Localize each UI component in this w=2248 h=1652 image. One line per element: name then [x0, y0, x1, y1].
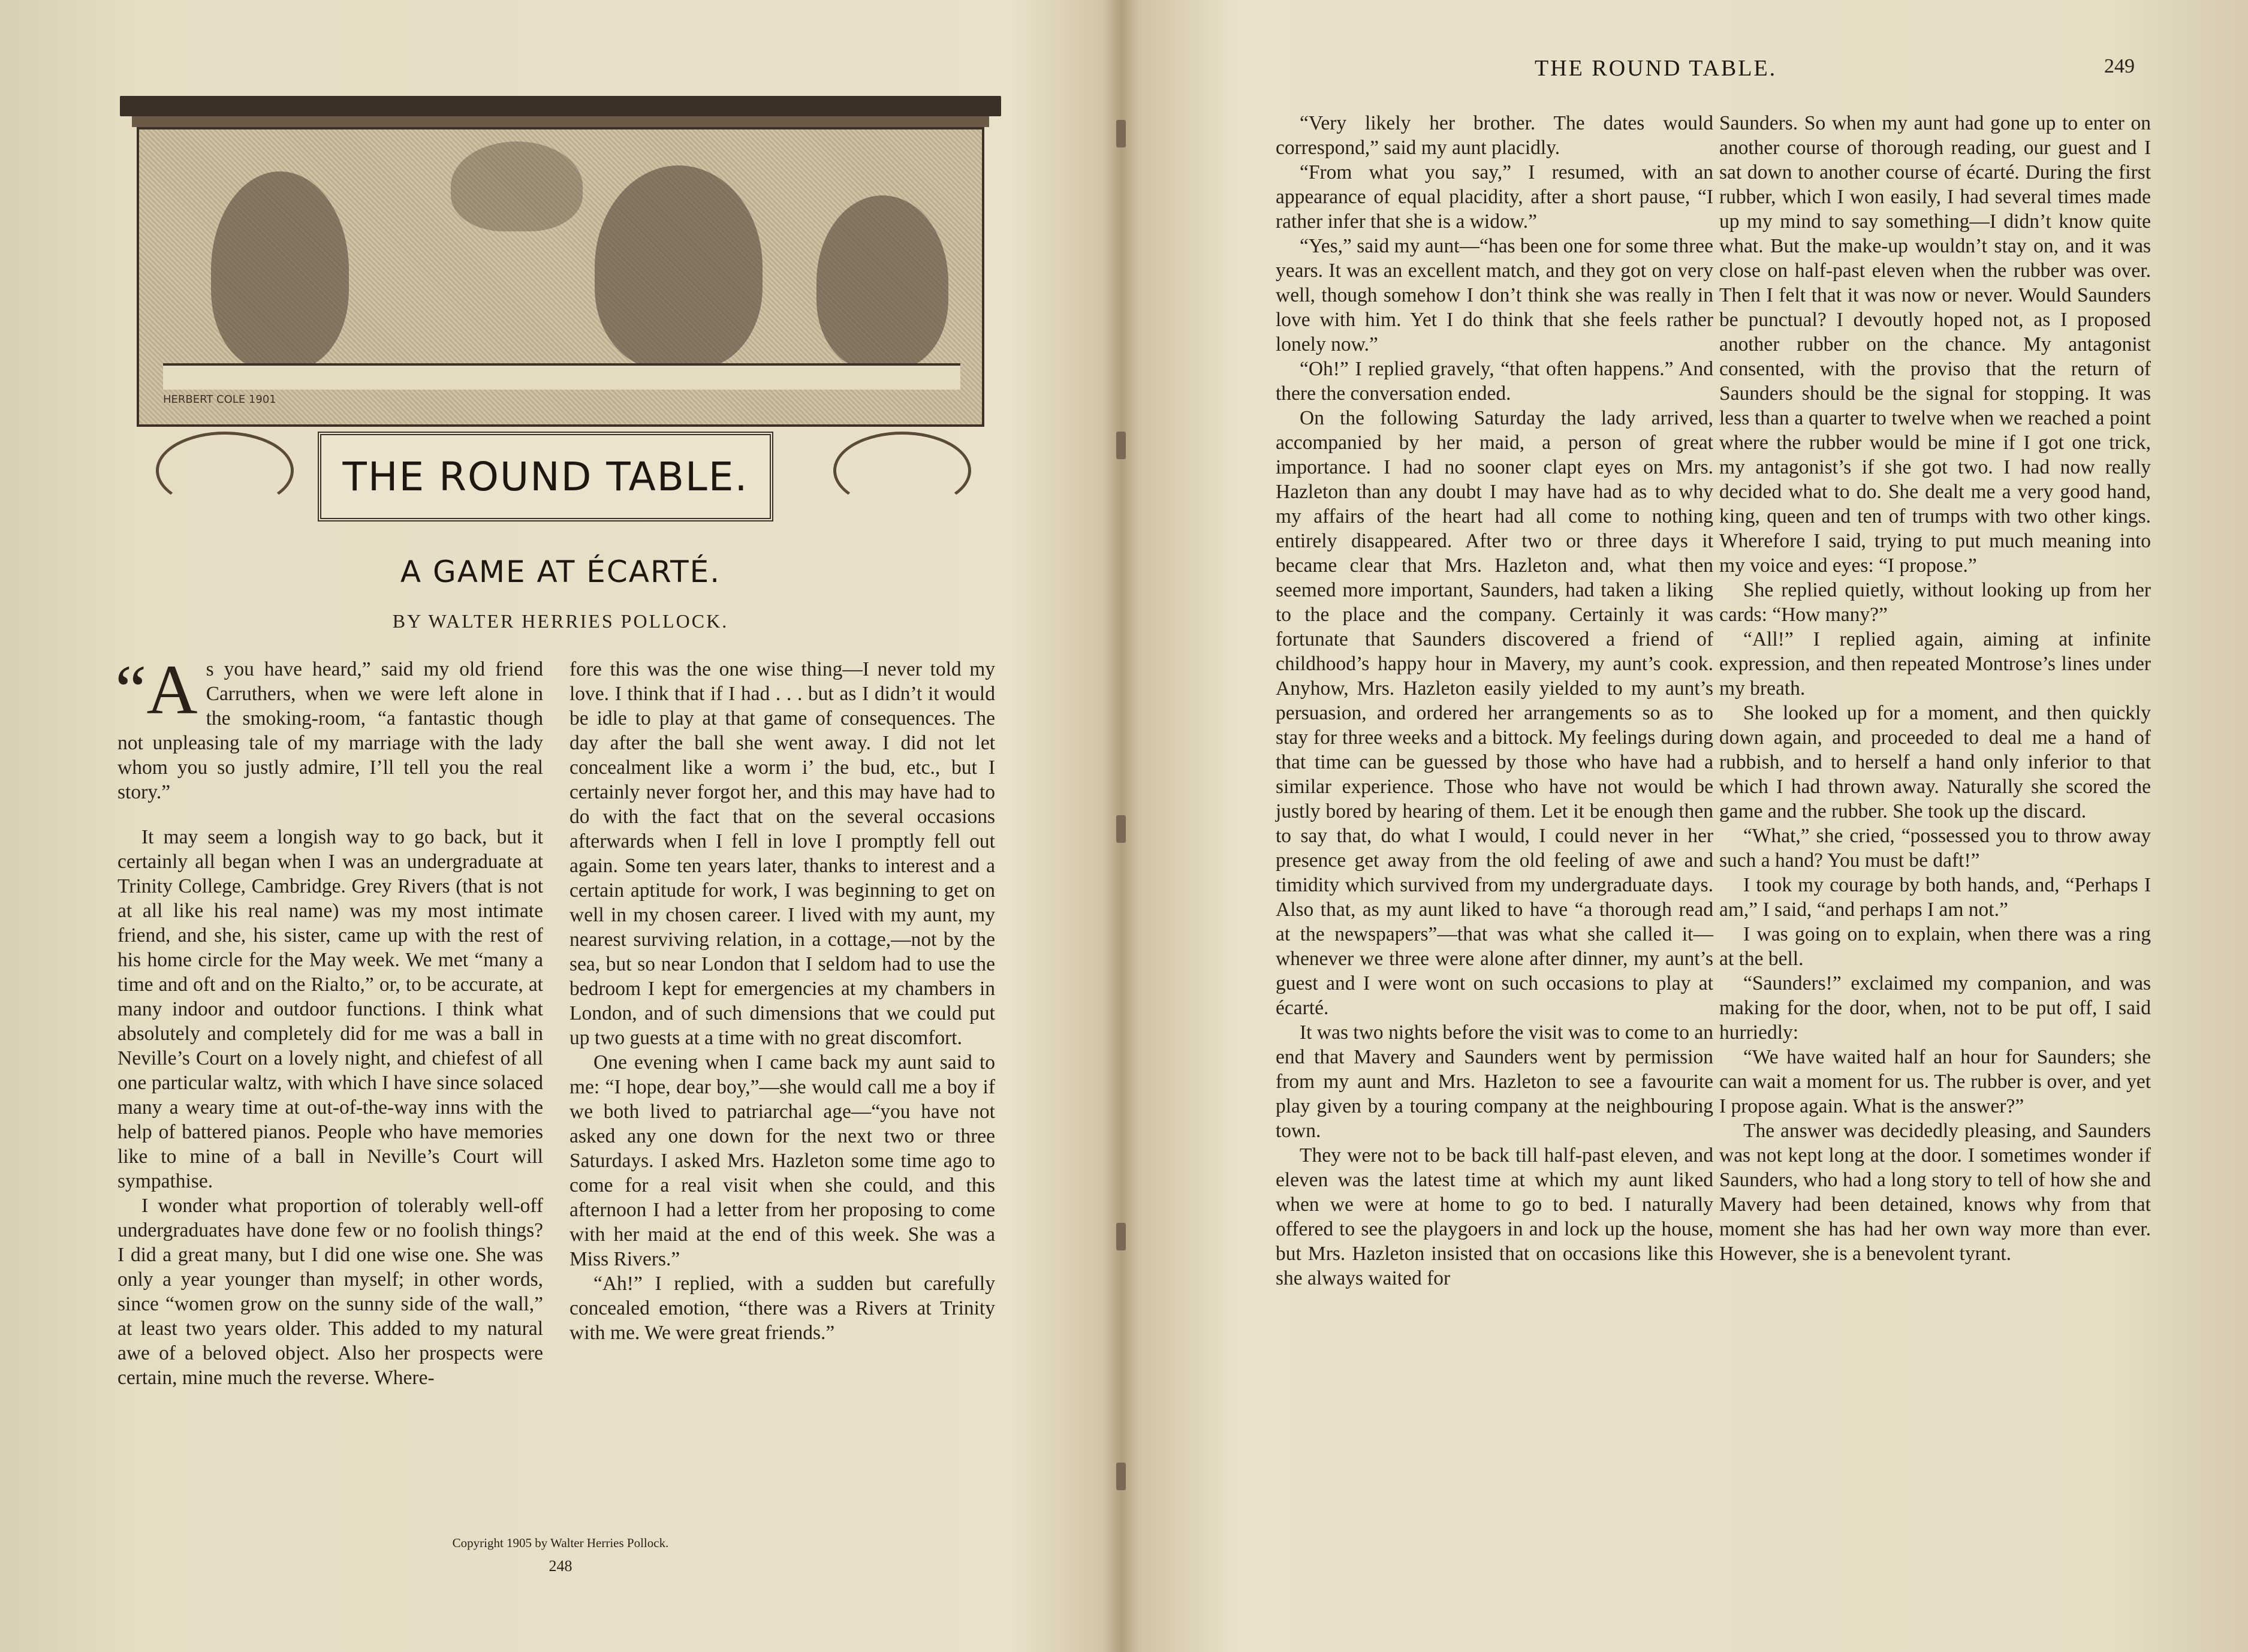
paragraph: “What,” she cried, “possessed you to throw away such a hand? You must be daft!” — [1719, 825, 2151, 872]
paragraph: I took my courage by both hands, and, “Perhaps I am,” I said, “and perhaps I am not.” — [1719, 874, 2151, 921]
figure-right — [816, 195, 948, 369]
paragraph: On the following Saturday the lady arrived, accompanied by her maid, a person of great importance. I had no sooner clapt eyes on Mrs. Hazleton than any doubt I may have had as to why my affairs of the heart had all come to nothing entirely disappeared. After two or three days it became clear that Mrs. Hazleton and, what then seemed more important, Saunders, had taken a liking to the place and the company. Certainly it was fortunate that Saunders discovered a friend of childhood’s happy hour in Mavery, my aunt’s cook. Anyhow, Mrs. Hazleton easily yielded to my aunt’s persuasion, and ordered her arrangements so as to stay for three weeks and a bittock. My feelings during that time can be guessed by those who have had a similar experience. Those who have not would be justly bored by hearing of them. Let it be enough then to say that, do what I would, I could never in her presence get away from the old feeling of awe and timidity which survived from my undergraduate days. Also that, as my aunt liked to have “a thorough read at the newspapers”—that was what she called it—whenever we three were alone after dinner, my aunt’s guest and I were wont on such occasions to play at écarté. — [1276, 407, 1713, 1019]
figure-center — [595, 165, 763, 369]
paragraph: “Yes,” said my aunt—“has been one for some three years. It was an excellent match, and they got on very well, though somehow I don’t think she was really in love with him. Yet I do think that she feels rather lonely now.” — [1276, 235, 1713, 355]
paragraph: It may seem a longish way to go back, but it certainly all began when I was an undergraduate at Trinity College, Cambridge. Grey Rivers (that is not at all like his real name) was my most intimate friend, and she, his sister, came up with the rest of his home circle for the May week. We met “many a time and oft and on the Rialto,” or, to be accurate, at many indoor and outdoor functions. I think what absolutely and completely did for me was a ball in Neville’s Court on a lovely night, and chiefest of all one particular waltz, with which I have since solaced many a weary time at out-of-the-way inns with the help of battered pianos. People who have memories like to mine of a ball in Neville’s Court will sympathise. — [117, 826, 543, 1192]
paragraph: “Saunders!” exclaimed my companion, and was making for the door, when, not to be put off, I said hurriedly: — [1719, 972, 2151, 1044]
right-column-2 — [1719, 111, 2151, 1266]
paragraph: “All!” I replied again, aiming at infinite expression, and then repeated Montrose’s lines under my breath. — [1719, 628, 2151, 700]
paragraph: She replied quietly, without looking up from her cards: “How many?” — [1719, 579, 2151, 626]
paragraph: fore this was the one wise thing—I never told my love. I think that if I had . . . but as I didn’t it would be idle to play at that game of consequences. The day after the ball she went away. I did not let concealment like a worm i’ the bud, etc., but I certainly never forgot her, and this may have had to do with the fact that on the several occasions afterwards when I fell in love I promptly fell out again. Some ten years later, thanks to interest and a certain aptitude for work, I was beginning to get on well in my chosen career. I lived with my aunt, my nearest surviving relation, in a cottage,—not by the sea, but so near London that I seldom had to use the bedroom I kept for emergencies at my chambers in London, and of such dimensions that we could put up two guests at a time with no great discomfort. — [569, 658, 995, 1049]
binding-stitch — [1116, 815, 1126, 843]
paragraph: Saunders. So when my aunt had gone up to enter on another course of thorough reading, our guest and I sat down to another course of écarté. During the first rubber, which I won easily, I had several times made up my mind to say something—I didn’t know quite what. But the make-up wouldn’t stay on, and it was close on half-past eleven when the rubber was over. Then I felt that it was now or never. Would Saunders be punctual? I devoutly hoped not, as I proposed another rubber on the chance. My antagonist consented, with the proviso that the return of Saunders should be the signal for stopping. It was less than a quarter to twelve when we reached a point where the rubber would be mine if I got one trick, my antagonist’s if she got two. I had now really decided what to do. She dealt me a very good hand, king, queen and ten of trumps with two other kings. Wherefore I said, trying to put much meaning into my voice and eyes: “I propose.” — [1719, 112, 2151, 577]
paragraph: I wonder what proportion of tolerably well-off undergraduates have done few or no foolish things? I did a great many, but I did one wise one. She was only a year younger than myself; in other words, since “women grow on the sunny side of the wall,” at least two years older. This added to my natural awe of a beloved object. Also her prospects were certain, mine much the reverse. Where- — [117, 1195, 543, 1389]
paragraph: She looked up for a moment, and then quickly down again, and proceeded to deal me a hand of rubbish, and to herself a hand only inferior to that which I had thrown away. Naturally she scored the game and the rubber. She took up the discard. — [1719, 702, 2151, 822]
left-page — [0, 0, 1115, 1652]
right-flourish — [833, 432, 971, 510]
left-column-2 — [569, 657, 995, 1345]
page-number-right: 249 — [2104, 55, 2135, 77]
figure-left — [211, 171, 349, 369]
page-number-left: 248 — [549, 1557, 572, 1575]
paragraph: It was two nights before the visit was to come to an end that Mavery and Saunders went by permission from my aunt and Mrs. Hazleton to see a favourite play given by a touring company at the neighbouring town. — [1276, 1021, 1713, 1142]
binding-stitch — [1116, 1463, 1126, 1490]
paragraph: “As you have heard,” said my old friend Carruthers, when we were left alone in the smoking-room, “a fantastic though not unpleasing tale of my marriage with the lady whom you so justly admire, I’ll tell you the real story.” — [115, 650, 543, 803]
artist-signature: HERBERT COLE 1901 — [163, 393, 276, 406]
illustration-frieze — [132, 116, 989, 127]
article-title: A GAME AT ÉCARTÉ. — [400, 554, 721, 589]
right-column-1 — [1276, 111, 1713, 1291]
round-table-scene — [137, 127, 984, 427]
paragraph: I was going on to explain, when there was a ring at the bell. — [1719, 923, 2151, 970]
paragraph: “Ah!” I replied, with a sudden but carefully concealed emotion, “there was a Rivers at Trinity with me. We were great friends.” — [569, 1273, 995, 1344]
paragraph: “Oh!” I replied gravely, “that often happens.” And there the conversation ended. — [1276, 358, 1713, 405]
left-column-1 — [115, 650, 543, 1390]
illustration-cornice — [120, 96, 1001, 116]
paragraph: One evening when I came back my aunt said to me: “I hope, dear boy,”—she would call me a boy if we both lived to patriarchal age—“you have not asked any one down for the next two or three Saturdays. I asked Mrs. Hazleton some time ago to come for a real visit when she could, and this afternoon I had a letter from her proposing to come with her maid at the end of this week. She was a Miss Rivers.” — [569, 1051, 995, 1270]
binding-stitch — [1116, 120, 1126, 147]
header-illustration — [120, 96, 1001, 527]
left-flourish — [156, 432, 294, 510]
paragraph: “We have waited half an hour for Saunders; she can wait a moment for us. The rubber is over, and yet I propose again. What is the answer?” — [1719, 1046, 2151, 1117]
drop-cap: “A — [115, 650, 198, 729]
paragraph: They were not to be back till half-past eleven, and eleven was the latest time at which my aunt liked when we were at home to go to bed. I naturally offered to see the playgoers in and lock up the house, but Mrs. Hazleton insisted that on occasions like this she always waited for — [1276, 1144, 1713, 1289]
wall-mirror — [451, 141, 583, 231]
title-plaque — [318, 432, 773, 521]
plaque-title: THE ROUND TABLE. — [342, 453, 749, 500]
table-top — [163, 363, 960, 390]
running-head: THE ROUND TABLE. — [1535, 56, 1777, 81]
binding-stitch — [1116, 432, 1126, 459]
paragraph: The answer was decidedly pleasing, and Saunders was not kept long at the door. I sometimes wonder if Saunders, who had a long story to tell of how she and Mavery had been detained, knows why from that moment she has had her own way more than ever. However, she is a benevolent tyrant. — [1719, 1120, 2151, 1265]
binding-stitch — [1116, 1223, 1126, 1250]
article-byline: BY WALTER HERRIES POLLOCK. — [392, 610, 729, 632]
copyright-notice: Copyright 1905 by Walter Herries Pollock. — [452, 1536, 669, 1550]
paragraph: “Very likely her brother. The dates would correspond,” said my aunt placidly. — [1276, 112, 1713, 159]
paragraph: “From what you say,” I resumed, with an appearance of equal placidity, after a short pause, “I rather infer that she is a widow.” — [1276, 161, 1713, 233]
